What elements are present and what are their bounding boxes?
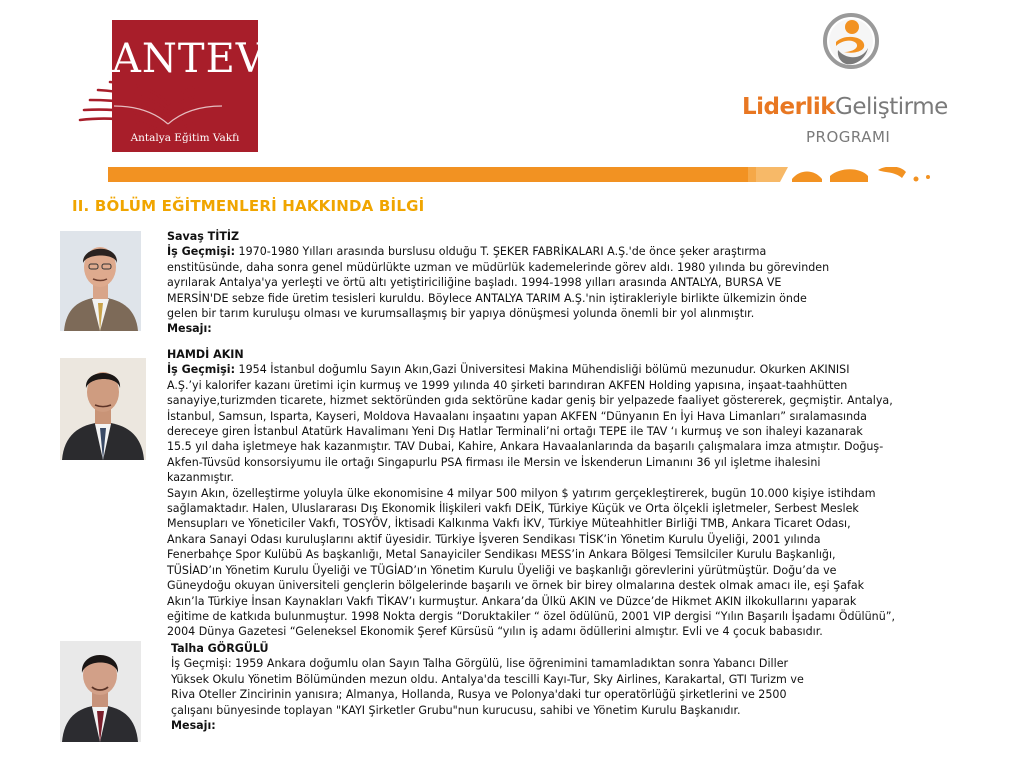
bio-line: 1970-1980 Yılları arasında burslusu olduğu T. ŞEKER FABRİKALARI A.Ş.'de önce şeker araştırma bbox=[235, 245, 767, 259]
antev-logo-subtitle: Antalya Eğitim Vakfı bbox=[130, 132, 240, 144]
programi-label: PROGRAMI bbox=[806, 128, 891, 146]
bio-line: Akfen-Tüvsüd konsorsiyumu ile ortağı Singapurlu PSA firması ile Mersin ve İskenderun Limanını 36 yıl işletme ihalesini bbox=[167, 455, 821, 469]
bio-line: gelen bir tarım kuruluşu olması ve kurumsallaşmış bir yapıya dönüşmesi yolunda önemli bir yol alınmıştır. bbox=[167, 307, 755, 321]
trainer-name: Savaş TİTİZ bbox=[167, 230, 240, 243]
trainer-photo-hamdi-akin bbox=[60, 358, 146, 460]
portrait-man-icon bbox=[60, 641, 141, 742]
trainer-bio-talha-gorgulu bbox=[171, 641, 804, 733]
bio-line: A.Ş.’yi kalorifer kazanı üretimi için kurmuş ve 1999 yılında 40 şirketi barındıran AKFEN Holding yapısına, inşaat-taahhütten bbox=[167, 378, 848, 392]
open-book-icon bbox=[76, 76, 260, 140]
bio-line: TÜSİAD’ın Yönetim Kurulu Üyeliği ve TÜGİAD’ın Yönetim Kurulu Üyeliği ve başkanlığı görevlerini yürütmüştür. Doğu’da ve bbox=[167, 563, 837, 577]
bio-line: dereceye giren İstanbul Atatürk Havalimanı Yeni Dış Hatlar Terminali’ni ortağı TEPE ile TAV ‘ı kurmuş ve son ihaleyi kazanarak bbox=[167, 425, 863, 439]
trainer-bio-hamdi-akin bbox=[167, 347, 895, 640]
bio-line: 2004 Dünya Gazetesi “Geleneksel Ekonomik Şeref Kürsüsü “yılın iş adamı ödüllerini almıştır. Evli ve 4 çocuk babasıdır. bbox=[167, 625, 823, 639]
section-title: II. BÖLÜM EĞİTMENLERİ HAKKINDA BİLGİ bbox=[72, 197, 425, 215]
message-label: Mesajı: bbox=[171, 719, 216, 733]
bio-line: enstitüsünde, daha sonra genel müdürlükte uzman ve müdürlük kademelerinde görev aldı. 1980 yılında bu görevinden bbox=[167, 260, 830, 274]
trainer-name: HAMDİ AKIN bbox=[167, 348, 244, 361]
bio-line: Mensupları ve Yöneticiler Vakfı, TOSYÖV, İktisadi Kalkınma Vakfı İKV, Türkiye Müteahhitler Birliği TMB, Ankara Ticaret Odası, bbox=[167, 517, 851, 531]
message-label: Mesajı: bbox=[167, 322, 212, 336]
bio-line: İstanbul, Samsun, Isparta, Kayseri, Moldova Havaalanı inşaatını yapan AKFEN “Dünyanın En İyi Hava Limanları” sıralamasında bbox=[167, 409, 867, 423]
antev-logo bbox=[76, 20, 266, 152]
orange-divider-band bbox=[108, 167, 936, 182]
bio-line: Güneydoğu okuyan üniversiteli gençlerin bölgelerinde başarılı ve örnek bir birey olmalarına destek olmak amacı ile, eşi Şafak bbox=[167, 579, 865, 593]
bio-line: Sayın Akın, özelleştirme yoluyla ülke ekonomisine 4 milyar 500 milyon $ yatırım gerçekleştirerek, bugün 10.000 kişiye istihdam bbox=[167, 486, 876, 500]
bio-line: eğitime de katkıda bulunmuştur. 1998 Nokta dergis “Doruktakiler “ özel ödülünü, 2001 VIP dergisi “Yılın Başarılı İşadamı Ödülünü”, bbox=[167, 609, 895, 623]
bio-line: MERSİN'DE sebze fide üretim tesisleri kuruldu. Böylece ANTALYA TARIM A.Ş.'nin iştirakleriyle birlikte ülkemizin önde bbox=[167, 291, 807, 305]
bio-line: 1954 İstanbul doğumlu Sayın Akın,Gazi Üniversitesi Makina Mühendisliği bölümü mezunudur. Okurken AKINISI bbox=[235, 363, 850, 377]
bio-line: kazanmıştır. bbox=[167, 471, 234, 485]
bio-line: 15.5 yıl daha işletmeye hak kazanmıştır. TAV Dubai, Kahire, Ankara Havaalanlarında da başarılı çalışmalara imza atmıştır. Doğuş- bbox=[167, 440, 884, 454]
person-circle-icon bbox=[822, 12, 880, 74]
portrait-man-icon bbox=[60, 358, 146, 460]
trainer-bio-savas-titiz bbox=[167, 229, 829, 337]
trainer-photo-talha-gorgulu bbox=[60, 641, 141, 742]
liderlik-wordmark bbox=[742, 94, 948, 120]
bio-line: ayrılarak Antalya'ya yerleşti ve örtü altı yetiştiriciliğine başladı. 1994-1998 yılları arasında ANTALYA, BURSA VE bbox=[167, 276, 782, 290]
bio-line: sağlamaktadır. Halen, Uluslararası Dış Ekonomik İlişkileri vakfı DEİK, Türkiye Küçük ve Orta ölçekli işletmeler, Serbest Meslek bbox=[167, 502, 859, 516]
portrait-man-icon bbox=[60, 231, 141, 331]
work-history-label: İş Geçmişi: bbox=[167, 245, 236, 259]
trainer-name: Talha GÖRGÜLÜ bbox=[171, 642, 269, 655]
bio-line: çalışanı bünyesinde toplayan "KAYI Şirketler Grubu"nun kurucusu, sahibi ve Yönetim Kurulu Başkanıdır. bbox=[171, 703, 741, 717]
antev-logo-wordmark: ANTEV bbox=[112, 36, 266, 82]
bio-line: İş Geçmişi: 1959 Ankara doğumlu olan Sayın Talha Görgülü, lise öğrenimini tamamladıktan sonra Yabancı Diller bbox=[171, 657, 789, 671]
liderlik-word: Liderlik bbox=[742, 94, 836, 120]
bio-line: Ankara Sanayi Odası kuruluşlarını aktif üyesidir. Türkiye İşveren Sendikası TİSK’in Yönetim Kurulu Üyeliği, 2001 yılında bbox=[167, 532, 821, 546]
bio-line: Akın’la Türkiye İnsan Kaynakları Vakfı TİKAV’ı kurmuştur. Ankara’da Ülkü AKIN ve Düzce’de Hikmet AKIN ilkokullarını yaparak bbox=[167, 594, 857, 608]
gelistirme-word: Geliştirme bbox=[835, 94, 948, 120]
bio-line: sanayiye,turizmden ticarete, hizmet sektöründen gıda sektörüne kadar geniş bir yelpazede faaliyet göstererek, geçmiştir. Antalya, bbox=[167, 394, 893, 408]
bio-line: Yüksek Okulu Yönetim Bölümünden mezun oldu. Antalya'da tescilli Kayı-Tur, Sky Airlines, Karakartal, GTI Turizm ve bbox=[171, 672, 804, 686]
work-history-label: İş Geçmişi: bbox=[167, 363, 236, 377]
trainer-photo-savas-titiz bbox=[60, 231, 141, 331]
bio-line: Riva Oteller Zincirinin yanısıra; Almanya, Hollanda, Rusya ve Polonya'daki tur operatörlüğü şirketlerini ve 2500 bbox=[171, 688, 787, 702]
bio-line: Fenerbahçe Spor Kulübü As başkanlığı, Metal Sanayiciler Sendikası MESS’in Ankara Bölgesi Temsilciler Kurulu Başkanlığı, bbox=[167, 548, 836, 562]
liderlik-logo bbox=[740, 12, 970, 152]
